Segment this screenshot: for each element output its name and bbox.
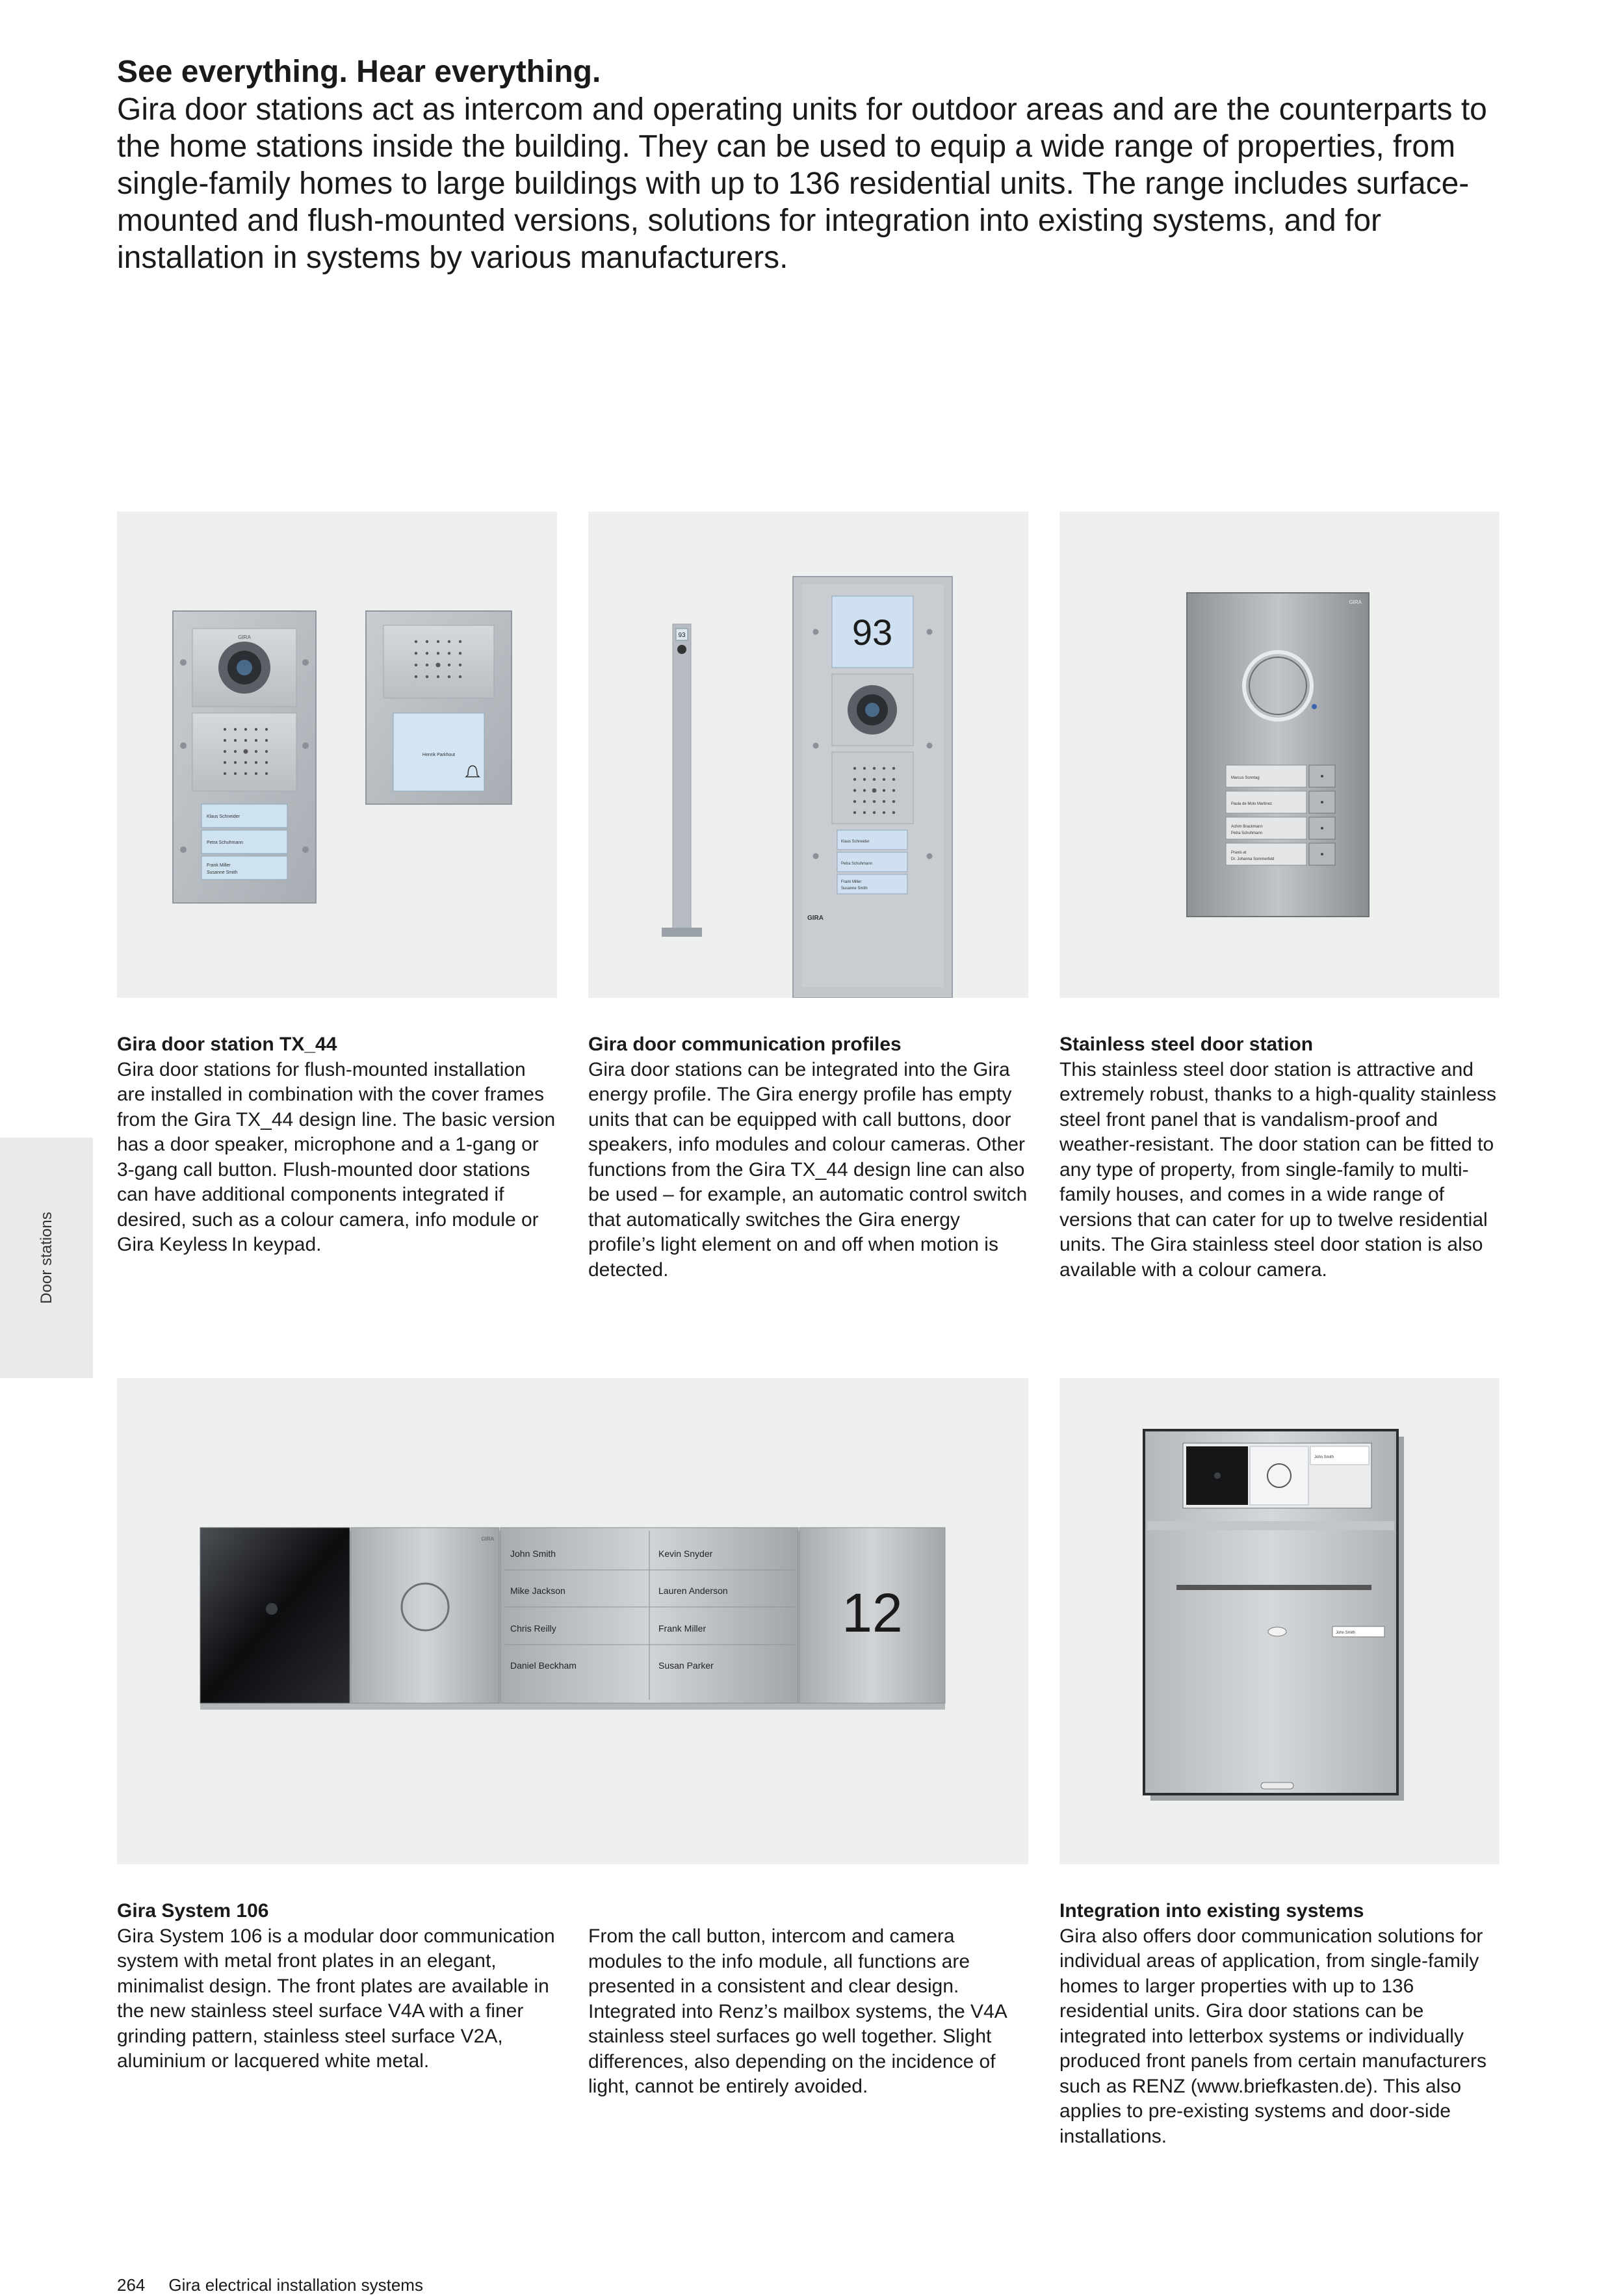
call-name-1: Klaus Schneider [207,815,240,819]
profiles-illustration [588,512,1028,998]
block-tx44 [117,1032,559,1258]
system106-illustration [117,1378,1028,1864]
block-system106-title: Gira System 106 [117,1900,269,1922]
integration-illustration [1059,1378,1500,1864]
page-number: 264 [117,2275,146,2295]
stainless-name-1: Marcus Sonntag [1231,776,1260,780]
thin-post-base [662,928,702,937]
profile-brand: GIRA [807,915,824,922]
system106-house-number: 12 [842,1582,903,1643]
block-tx44-body: Gira door stations for flush-mounted installation are installed in combination with the cover frames from the Gira TX_44 design line. The basic version has a door speaker, microphone and a 1-gang or 3-gang call button. Flush-mounted door stations can have additional components integrated if desired, such as a colour camera, info module or Gira Keyless In keypad. [117,1058,556,1255]
block-profiles-title: Gira door communication profiles [588,1034,902,1055]
intro-body: Gira door stations act as intercom and operating units for outdoor areas and are the counterparts to the home stations inside the building. They can be used to equip a wide range of properties, from single-family homes to large buildings with up to 136 residential units. The range includes surface-mounted and flush-mounted versions, solutions for integration into existing systems, and for installation in systems by various manufacturers. [117,92,1487,275]
system106-name-3: Chris Reilly [510,1623,556,1634]
photo-profiles [588,512,1028,998]
block-integration-body: Gira also offers door communication solutions for individual areas of application, from single-family homes to larger properties with up to 136 residential units. Gira door stations can be integrated into letterbox systems or individually produced front panels from certain manufacturers such as RENZ (www.briefkasten.de). This also applies to pre-existing systems and door-side installations. [1059,1925,1487,2147]
system106-camera-icon [266,1603,278,1615]
stainless-name-4: Petra Schuhmann [1231,831,1263,835]
letterbox-name-top: John Smith [1314,1455,1334,1459]
block-stainless-body: This stainless steel door station is attractive and extremely robust, thanks to a high-quality stainless steel front panel that is vandalism-proof and weather-resistant. The door station can be fitted to any type of property, from single-family to multi-family houses, and comes in a wide range of versions that can cater for up to twelve residential units. The Gira stainless steel door station is also available with a colour camera. [1059,1058,1496,1281]
system106-speaker-module [351,1528,499,1703]
system106-name-6: Lauren Anderson [658,1585,728,1596]
thin-post [673,624,691,936]
camera-lens-glass [237,660,252,675]
system106-name-7: Frank Miller [658,1623,707,1634]
stainless-led [1312,704,1317,709]
letterbox-name: John Smith [1336,1631,1356,1635]
block-stainless [1059,1032,1501,1283]
block-system106 [117,1899,559,2074]
stainless-name-3: Achim Brackmann [1231,825,1263,829]
stainless-illustration [1059,512,1500,998]
call-name-2: Petra Schuhmann [207,841,244,845]
profile-call-name-1: Klaus Schneider [841,840,870,844]
call-name-4: Susanne Smith [207,870,238,875]
system106-brand: GIRA [481,1536,494,1542]
block-stainless-title: Stainless steel door station [1059,1034,1314,1055]
block-tx44-title: Gira door station TX_44 [117,1034,337,1055]
profile-call-name-2: Petra Schuhmann [841,862,873,866]
letterbox-speaker-module [1250,1446,1308,1505]
system106-name-5: Kevin Snyder [658,1548,713,1559]
stainless-panel [1187,593,1369,917]
photo-integration [1059,1378,1500,1864]
letterbox-camera-icon [1214,1472,1221,1479]
side-tab-label: Door stations [37,1212,55,1304]
intro [117,53,1495,276]
letterbox-lock-icon [1268,1627,1286,1636]
block-integration-title: Integration into existing systems [1059,1900,1364,1922]
tx44-brand: GIRA [238,634,251,640]
system106-name-8: Susan Parker [658,1660,714,1671]
block-system106-continued-body: From the call button, intercom and camera modules to the info module, all functions are presented in a consistent and clear design. Integrated into Renz’s mailbox systems, the V4A stainless steel surfaces go well together. Slight differences, also depending on the incidence of light, cannot be entirely avoided. [588,1925,1007,2097]
system106-name-2: Mike Jackson [510,1585,565,1596]
system106-camera-module [200,1528,350,1703]
photo-tx44 [117,512,557,998]
call-name-3: Frank Miller [207,863,231,868]
profile-call-name-4: Susanne Smith [841,887,868,891]
stainless-name-5: Praxis at [1231,851,1247,855]
footer [117,2275,423,2295]
profile-speaker-module [832,752,913,824]
footer-title: Gira electrical installation systems [168,2275,423,2295]
block-integration [1059,1899,1501,2149]
tx44-illustration [117,512,557,998]
stainless-name-2: Paula de Molo Martinez [1231,802,1273,806]
stainless-name-6: Dr. Johanna Sommerfeld [1231,857,1275,861]
stainless-brand: GIRA [1349,599,1362,605]
single-call-name: Henrik Parkhout [422,753,456,757]
system106-name-1: John Smith [510,1548,556,1559]
intro-heading: See everything. Hear everything. [117,55,601,89]
photo-stainless [1059,512,1500,998]
profile-call-name-3: Frank Miller [841,880,862,884]
letterbox-logo-plate [1261,1782,1293,1789]
call-button-3 [201,856,287,880]
block-profiles-body: Gira door stations can be integrated into the Gira energy profile. The Gira energy profile has empty units that can be equipped with call buttons, door speakers, info modules and colour cameras. Other functions from the Gira TX_44 design line can also be used – for example, an automatic control switch that automatically switches the Gira energy profile’s light element on and off when motion is detected. [588,1058,1028,1281]
profile-call-button-3 [837,874,907,894]
block-system106-continued [588,1924,1030,2100]
small-speaker-module [383,625,494,698]
profile-camera-glass [865,703,879,717]
block-profiles [588,1032,1030,1283]
single-call-button [393,713,484,791]
thin-post-number: 93 [678,632,686,639]
system106-name-4: Daniel Beckham [510,1660,577,1671]
side-tab [0,1138,93,1378]
letterbox-slot [1176,1585,1371,1590]
thin-post-camera-icon [677,645,686,654]
photo-system106 [117,1378,1028,1864]
house-number: 93 [851,612,893,653]
block-system106-body: Gira System 106 is a modular door communication system with metal front plates in an elegant, minimalist design. The front plates are available in the new stainless steel surface V4A with a finer grinding pattern, stainless steel surface V2A, aluminium or lacquered white metal. [117,1925,555,2072]
letterbox-seam [1147,1521,1394,1530]
